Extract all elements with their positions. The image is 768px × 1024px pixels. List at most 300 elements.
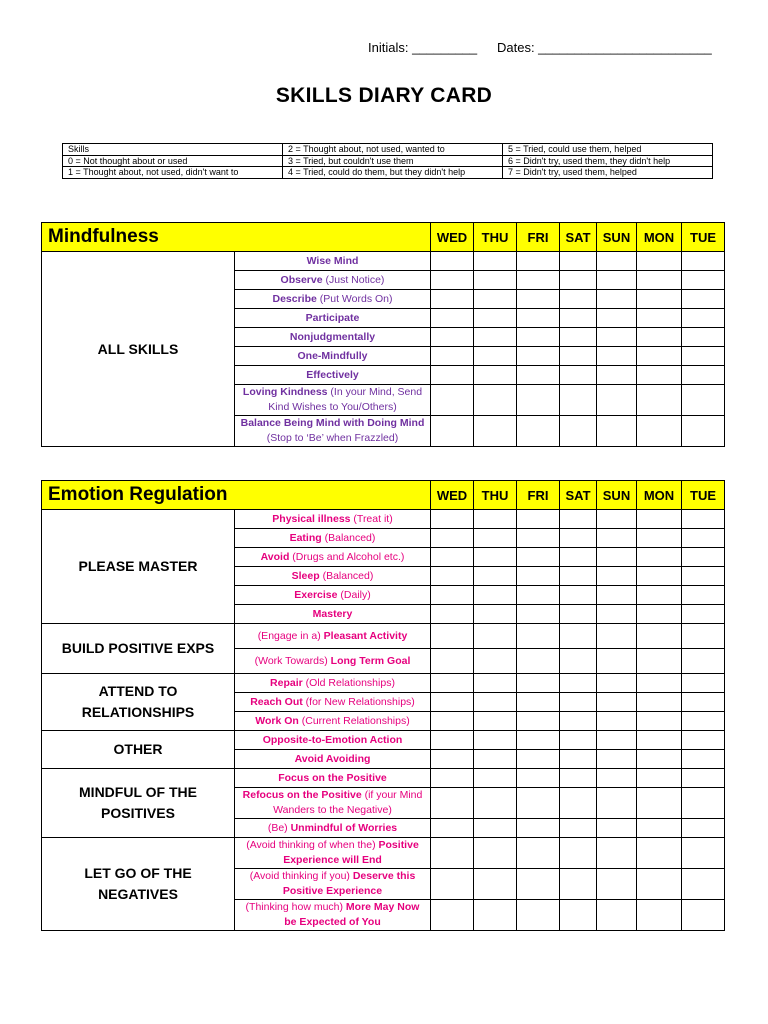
skill-label [235,869,431,900]
entry-cell-mon[interactable] [637,674,682,693]
entry-cell-sat[interactable] [560,529,597,548]
entry-cell-sun[interactable] [597,788,637,819]
skill-label-part: (Avoid thinking of when the) [246,839,379,851]
skill-label-part: One-Mindfully [297,349,368,362]
entry-cell-fri[interactable] [517,788,560,819]
skill-label [235,838,431,869]
entry-cell-tue[interactable] [682,271,725,290]
skill-label-part: Pleasant Activity [323,629,408,642]
skill-row [42,510,725,529]
entry-cell-mon[interactable] [637,693,682,712]
entry-cell-thu[interactable] [474,328,517,347]
skill-label-part: (Be) [267,821,291,834]
skill-label [235,769,431,788]
skill-label-part: (Thinking how much) [245,901,346,913]
entry-cell-fri[interactable] [517,385,560,416]
entry-cell-sat[interactable] [560,271,597,290]
skill-label-part: Long Term Goal [330,654,411,667]
entry-cell-tue[interactable] [682,674,725,693]
entry-cell-fri[interactable] [517,605,560,624]
entry-cell-sat[interactable] [560,731,597,750]
skill-label [235,750,431,769]
skill-label-part: (Just Notice) [322,273,385,286]
legend-cell: 5 = Tried, could use them, helped [503,144,713,156]
skill-label [235,624,431,649]
entry-cell-fri[interactable] [517,838,560,869]
skill-label-part: Eating [289,531,322,544]
entry-cell-fri[interactable] [517,567,560,586]
entry-cell-wed[interactable] [431,309,474,328]
entry-cell-thu[interactable] [474,750,517,769]
entry-cell-sun[interactable] [597,529,637,548]
entry-cell-mon[interactable] [637,385,682,416]
skill-label-part: Balance Being Mind with Doing Mind [240,417,425,429]
dates-field[interactable]: Dates: ________________________ [497,40,712,55]
entry-cell-wed[interactable] [431,271,474,290]
entry-cell-sun[interactable] [597,290,637,309]
entry-cell-wed[interactable] [431,510,474,529]
entry-cell-mon[interactable] [637,869,682,900]
entry-cell-tue[interactable] [682,347,725,366]
entry-cell-wed[interactable] [431,567,474,586]
skill-label [235,605,431,624]
entry-cell-sat[interactable] [560,366,597,385]
skill-label-part: Reach Out [250,695,303,708]
entry-cell-tue[interactable] [682,788,725,819]
skill-label-part: Nonjudgmentally [289,330,376,343]
entry-cell-thu[interactable] [474,693,517,712]
entry-cell-fri[interactable] [517,769,560,788]
skill-label-part: (Treat it) [350,512,393,525]
category-build-positive-exps: BUILD POSITIVE EXPS [42,624,235,674]
entry-cell-thu[interactable] [474,510,517,529]
entry-cell-tue[interactable] [682,712,725,731]
entry-cell-tue[interactable] [682,416,725,447]
entry-cell-sat[interactable] [560,252,597,271]
entry-cell-sun[interactable] [597,869,637,900]
entry-cell-tue[interactable] [682,838,725,869]
day-header-tue: TUE [682,223,725,252]
entry-cell-thu[interactable] [474,309,517,328]
legend-cell: 0 = Not thought about or used [63,155,283,167]
entry-cell-thu[interactable] [474,416,517,447]
entry-cell-sun[interactable] [597,819,637,838]
entry-cell-sat[interactable] [560,769,597,788]
entry-cell-fri[interactable] [517,750,560,769]
skill-label [235,309,431,328]
skill-label-part: Avoid Avoiding [294,752,371,765]
entry-cell-sat[interactable] [560,869,597,900]
skill-label-part: Repair [270,676,303,689]
skill-label-part: (Put Words On) [316,292,393,305]
skill-label [235,712,431,731]
entry-cell-sat[interactable] [560,290,597,309]
entry-cell-sun[interactable] [597,750,637,769]
emotion-header-row [42,481,725,510]
entry-cell-wed[interactable] [431,385,474,416]
entry-cell-fri[interactable] [517,416,560,447]
entry-cell-wed[interactable] [431,838,474,869]
entry-cell-thu[interactable] [474,271,517,290]
entry-cell-sun[interactable] [597,586,637,605]
entry-cell-thu[interactable] [474,712,517,731]
entry-cell-tue[interactable] [682,624,725,649]
entry-cell-wed[interactable] [431,693,474,712]
entry-cell-sun[interactable] [597,347,637,366]
entry-cell-tue[interactable] [682,605,725,624]
skill-label [235,252,431,271]
legend-row [63,167,713,179]
entry-cell-mon[interactable] [637,252,682,271]
entry-cell-wed[interactable] [431,328,474,347]
skill-row [42,838,725,869]
entry-cell-mon[interactable] [637,769,682,788]
entry-cell-mon[interactable] [637,605,682,624]
day-header-wed: WED [431,481,474,510]
entry-cell-tue[interactable] [682,750,725,769]
entry-cell-sun[interactable] [597,693,637,712]
entry-cell-fri[interactable] [517,271,560,290]
day-header-tue: TUE [682,481,725,510]
entry-cell-sat[interactable] [560,567,597,586]
entry-cell-sat[interactable] [560,900,597,931]
entry-cell-fri[interactable] [517,869,560,900]
skill-label-part: Avoid [260,550,290,563]
skill-row [42,674,725,693]
entry-cell-tue[interactable] [682,693,725,712]
entry-cell-sat[interactable] [560,416,597,447]
entry-cell-sun[interactable] [597,510,637,529]
entry-cell-thu[interactable] [474,605,517,624]
entry-cell-sat[interactable] [560,328,597,347]
skill-label-part: (Drugs and Alcohol etc.) [289,550,405,563]
entry-cell-thu[interactable] [474,900,517,931]
entry-cell-fri[interactable] [517,586,560,605]
entry-cell-thu[interactable] [474,869,517,900]
mindfulness-header-row [42,223,725,252]
skill-label-part: Describe [272,292,317,305]
entry-cell-fri[interactable] [517,290,560,309]
entry-cell-thu[interactable] [474,529,517,548]
entry-cell-wed[interactable] [431,819,474,838]
entry-cell-sun[interactable] [597,567,637,586]
entry-cell-sun[interactable] [597,624,637,649]
skill-label [235,416,431,447]
entry-cell-sun[interactable] [597,252,637,271]
entry-cell-wed[interactable] [431,529,474,548]
skill-label-part: Opposite-to-Emotion Action [262,733,403,746]
entry-cell-thu[interactable] [474,769,517,788]
mindfulness-table [41,222,725,447]
entry-cell-wed[interactable] [431,674,474,693]
entry-cell-mon[interactable] [637,731,682,750]
entry-cell-tue[interactable] [682,900,725,931]
entry-cell-sat[interactable] [560,712,597,731]
entry-cell-sat[interactable] [560,750,597,769]
day-header-sat: SAT [560,481,597,510]
page-title: SKILLS DIARY CARD [275,84,493,107]
entry-cell-wed[interactable] [431,290,474,309]
entry-cell-wed[interactable] [431,900,474,931]
entry-cell-fri[interactable] [517,624,560,649]
entry-cell-sun[interactable] [597,838,637,869]
entry-cell-sat[interactable] [560,693,597,712]
entry-cell-fri[interactable] [517,252,560,271]
entry-cell-thu[interactable] [474,290,517,309]
entry-cell-mon[interactable] [637,788,682,819]
entry-cell-thu[interactable] [474,567,517,586]
skill-label [235,586,431,605]
entry-cell-thu[interactable] [474,385,517,416]
entry-cell-sat[interactable] [560,385,597,416]
entry-cell-thu[interactable] [474,731,517,750]
entry-cell-tue[interactable] [682,869,725,900]
entry-cell-mon[interactable] [637,819,682,838]
entry-cell-tue[interactable] [682,309,725,328]
entry-cell-fri[interactable] [517,366,560,385]
entry-cell-tue[interactable] [682,510,725,529]
entry-cell-sat[interactable] [560,838,597,869]
entry-cell-thu[interactable] [474,819,517,838]
skill-label-part: (Current Relationships) [298,714,410,727]
entry-cell-sat[interactable] [560,819,597,838]
entry-cell-sat[interactable] [560,548,597,567]
entry-cell-wed[interactable] [431,347,474,366]
entry-cell-fri[interactable] [517,548,560,567]
skill-label [235,819,431,838]
entry-cell-wed[interactable] [431,586,474,605]
entry-cell-thu[interactable] [474,347,517,366]
skill-label-part: (Old Relationships) [302,676,395,689]
skill-label [235,385,431,416]
skill-label-part: Refocus on the Positive [242,789,362,801]
entry-cell-sun[interactable] [597,900,637,931]
entry-cell-sun[interactable] [597,548,637,567]
entry-cell-wed[interactable] [431,366,474,385]
skill-label-part: More May Now be Expected of You [284,901,420,928]
entry-cell-fri[interactable] [517,328,560,347]
legend-cell: 2 = Thought about, not used, wanted to [283,144,503,156]
entry-cell-thu[interactable] [474,624,517,649]
entry-cell-thu[interactable] [474,674,517,693]
entry-cell-sun[interactable] [597,366,637,385]
entry-cell-mon[interactable] [637,309,682,328]
entry-cell-wed[interactable] [431,624,474,649]
entry-cell-fri[interactable] [517,731,560,750]
skill-row [42,624,725,649]
entry-cell-mon[interactable] [637,271,682,290]
entry-cell-thu[interactable] [474,649,517,674]
category-please-master: PLEASE MASTER [42,510,235,624]
entry-cell-sun[interactable] [597,385,637,416]
entry-cell-fri[interactable] [517,309,560,328]
entry-cell-sun[interactable] [597,416,637,447]
entry-cell-thu[interactable] [474,586,517,605]
skill-label-part: Observe [280,273,323,286]
day-header-mon: MON [637,223,682,252]
initials-field[interactable]: Initials: _________ [368,40,478,55]
entry-cell-fri[interactable] [517,649,560,674]
skill-label-part: Exercise [294,588,338,601]
entry-cell-tue[interactable] [682,731,725,750]
entry-cell-wed[interactable] [431,750,474,769]
entry-cell-wed[interactable] [431,712,474,731]
skill-row [42,731,725,750]
legend-cell: 1 = Thought about, not used, didn't want to [63,167,283,179]
entry-cell-sun[interactable] [597,731,637,750]
skill-row [42,252,725,271]
entry-cell-mon[interactable] [637,347,682,366]
entry-cell-sun[interactable] [597,649,637,674]
skill-label-part: Participate [305,311,360,324]
entry-cell-thu[interactable] [474,788,517,819]
entry-cell-sun[interactable] [597,328,637,347]
skill-label [235,347,431,366]
entry-cell-mon[interactable] [637,838,682,869]
legend-cell: 6 = Didn't try, used them, they didn't help [503,155,713,167]
entry-cell-mon[interactable] [637,567,682,586]
entry-cell-sat[interactable] [560,788,597,819]
entry-cell-mon[interactable] [637,510,682,529]
legend-row [63,144,713,156]
entry-cell-sun[interactable] [597,769,637,788]
entry-cell-sat[interactable] [560,649,597,674]
entry-cell-thu[interactable] [474,838,517,869]
entry-cell-tue[interactable] [682,290,725,309]
entry-cell-mon[interactable] [637,649,682,674]
entry-cell-mon[interactable] [637,416,682,447]
entry-cell-mon[interactable] [637,529,682,548]
entry-cell-mon[interactable] [637,624,682,649]
entry-cell-wed[interactable] [431,605,474,624]
category-all-skills: ALL SKILLS [42,252,235,447]
entry-cell-sun[interactable] [597,674,637,693]
entry-cell-fri[interactable] [517,529,560,548]
entry-cell-tue[interactable] [682,366,725,385]
entry-cell-tue[interactable] [682,252,725,271]
skill-label [235,290,431,309]
entry-cell-fri[interactable] [517,674,560,693]
skill-label [235,366,431,385]
entry-cell-mon[interactable] [637,586,682,605]
day-header-sat: SAT [560,223,597,252]
entry-cell-tue[interactable] [682,529,725,548]
skill-label [235,900,431,931]
entry-cell-sat[interactable] [560,510,597,529]
entry-cell-thu[interactable] [474,548,517,567]
day-header-mon: MON [637,481,682,510]
category-other: OTHER [42,731,235,769]
entry-cell-sat[interactable] [560,624,597,649]
entry-cell-mon[interactable] [637,328,682,347]
skill-label-part: Deserve this Positive Experience [282,870,416,897]
skill-label-part: Loving Kindness [242,386,328,398]
category-let-go-of-the-negatives: LET GO OF THE NEGATIVES [42,838,235,931]
skill-label-part: (Daily) [337,588,371,601]
legend-cell: 7 = Didn't try, used them, helped [503,167,713,179]
skill-label-part: Effectively [306,368,359,381]
skill-label-part: (Balanced) [321,531,376,544]
entry-cell-wed[interactable] [431,731,474,750]
entry-cell-wed[interactable] [431,416,474,447]
skill-label [235,510,431,529]
skill-label-part: Wise Mind [306,254,359,267]
entry-cell-wed[interactable] [431,869,474,900]
skill-label [235,271,431,290]
skill-label [235,731,431,750]
entry-cell-thu[interactable] [474,252,517,271]
entry-cell-wed[interactable] [431,769,474,788]
skill-label-part: (In your Mind, Send Kind Wishes to You/Others) [268,386,423,413]
day-header-sun: SUN [597,481,637,510]
skill-label-part: Sleep [291,569,320,582]
entry-cell-sun[interactable] [597,605,637,624]
day-header-thu: THU [474,223,517,252]
entry-cell-tue[interactable] [682,548,725,567]
legend-cell: 3 = Tried, but couldn't use them [283,155,503,167]
entry-cell-tue[interactable] [682,385,725,416]
entry-cell-fri[interactable] [517,712,560,731]
skill-label-part: Mastery [312,607,353,620]
entry-cell-wed[interactable] [431,788,474,819]
entry-cell-sun[interactable] [597,712,637,731]
entry-cell-sun[interactable] [597,309,637,328]
entry-cell-sat[interactable] [560,309,597,328]
entry-cell-tue[interactable] [682,328,725,347]
entry-cell-fri[interactable] [517,693,560,712]
skill-label-part: Positive Experience will End [283,839,419,866]
entry-cell-mon[interactable] [637,712,682,731]
entry-cell-sun[interactable] [597,271,637,290]
rating-legend [62,143,713,179]
day-header-thu: THU [474,481,517,510]
entry-cell-fri[interactable] [517,347,560,366]
entry-cell-mon[interactable] [637,366,682,385]
entry-cell-sat[interactable] [560,347,597,366]
entry-cell-tue[interactable] [682,769,725,788]
category-mindful-of-the-positives: MINDFUL OF THE POSITIVES [42,769,235,838]
skill-label-part: (for New Relationships) [302,695,415,708]
skill-label [235,674,431,693]
entry-cell-mon[interactable] [637,290,682,309]
skill-label [235,567,431,586]
entry-cell-tue[interactable] [682,586,725,605]
emotion-regulation-table [41,480,725,931]
entry-cell-wed[interactable] [431,649,474,674]
entry-cell-sat[interactable] [560,586,597,605]
legend-cell: 4 = Tried, could do them, but they didn't help [283,167,503,179]
entry-cell-mon[interactable] [637,750,682,769]
entry-cell-fri[interactable] [517,819,560,838]
skill-label [235,788,431,819]
entry-cell-wed[interactable] [431,548,474,567]
skill-label-part: (Engage in a) [257,629,324,642]
entry-cell-mon[interactable] [637,900,682,931]
entry-cell-wed[interactable] [431,252,474,271]
entry-cell-sat[interactable] [560,674,597,693]
entry-cell-sat[interactable] [560,605,597,624]
entry-cell-mon[interactable] [637,548,682,567]
entry-cell-tue[interactable] [682,567,725,586]
entry-cell-thu[interactable] [474,366,517,385]
entry-cell-tue[interactable] [682,819,725,838]
entry-cell-tue[interactable] [682,649,725,674]
entry-cell-fri[interactable] [517,510,560,529]
entry-cell-fri[interactable] [517,900,560,931]
day-header-fri: FRI [517,481,560,510]
category-attend-to-relationships: ATTEND TO RELATIONSHIPS [42,674,235,731]
day-header-fri: FRI [517,223,560,252]
